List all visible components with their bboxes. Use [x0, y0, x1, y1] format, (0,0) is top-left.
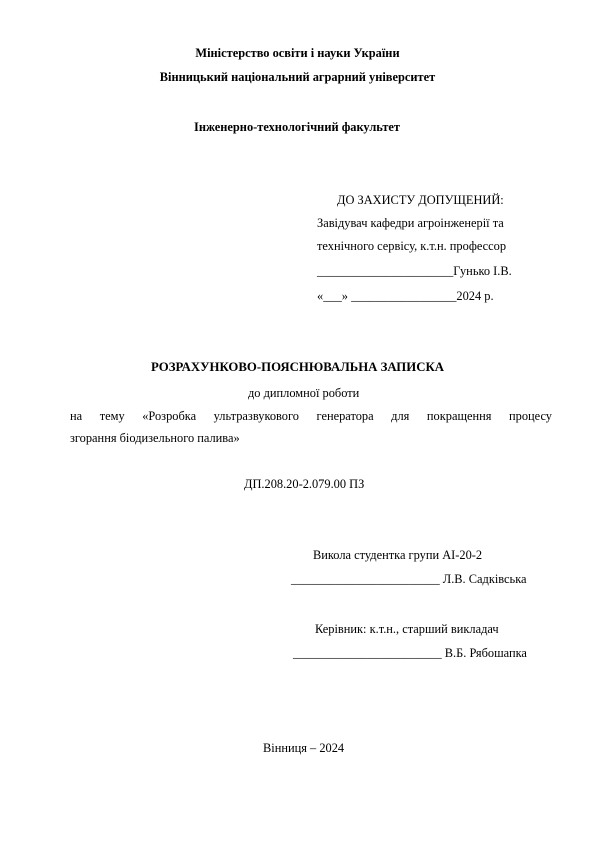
document-title: РОЗРАХУНКОВО-ПОЯСНЮВАЛЬНА ЗАПИСКА	[151, 360, 444, 374]
approval-line-1: Завідувач кафедри агроінженерії та	[317, 216, 504, 230]
university-name: Вінницький національний аграрний університет	[159, 70, 436, 84]
supervisor-signature-line: ________________________ В.Б. Рябошапка	[293, 646, 527, 660]
ministry-name: Міністерство освіти і науки України	[195, 46, 400, 60]
student-line: Викола студентка групи АІ-20-2	[313, 548, 483, 562]
approval-date-line: «___» _________________2024 р.	[317, 289, 494, 303]
supervisor-line: Керівник: к.т.н., старший викладач	[315, 622, 499, 636]
approval-line-2: технічного сервісу, к.т.н. профессор	[317, 239, 507, 253]
approval-heading: ДО ЗАХИСТУ ДОПУЩЕНИЙ:	[337, 193, 504, 207]
student-signature-line: ________________________ Л.В. Садківська	[291, 572, 527, 586]
approval-signature-line: ______________________Гунько І.В.	[317, 264, 512, 278]
document-code: ДП.208.20-2.079.00 ПЗ	[244, 477, 365, 491]
theme-line-1: на тему «Розробка ультразвукового генератора для покращення процесу	[70, 409, 552, 423]
faculty-name: Інженерно-технологічний факультет	[194, 120, 401, 134]
city-year: Вінниця – 2024	[263, 741, 345, 755]
document-subtitle: до дипломної роботи	[248, 386, 360, 400]
theme-line-2: згорання біодизельного палива»	[70, 431, 240, 445]
